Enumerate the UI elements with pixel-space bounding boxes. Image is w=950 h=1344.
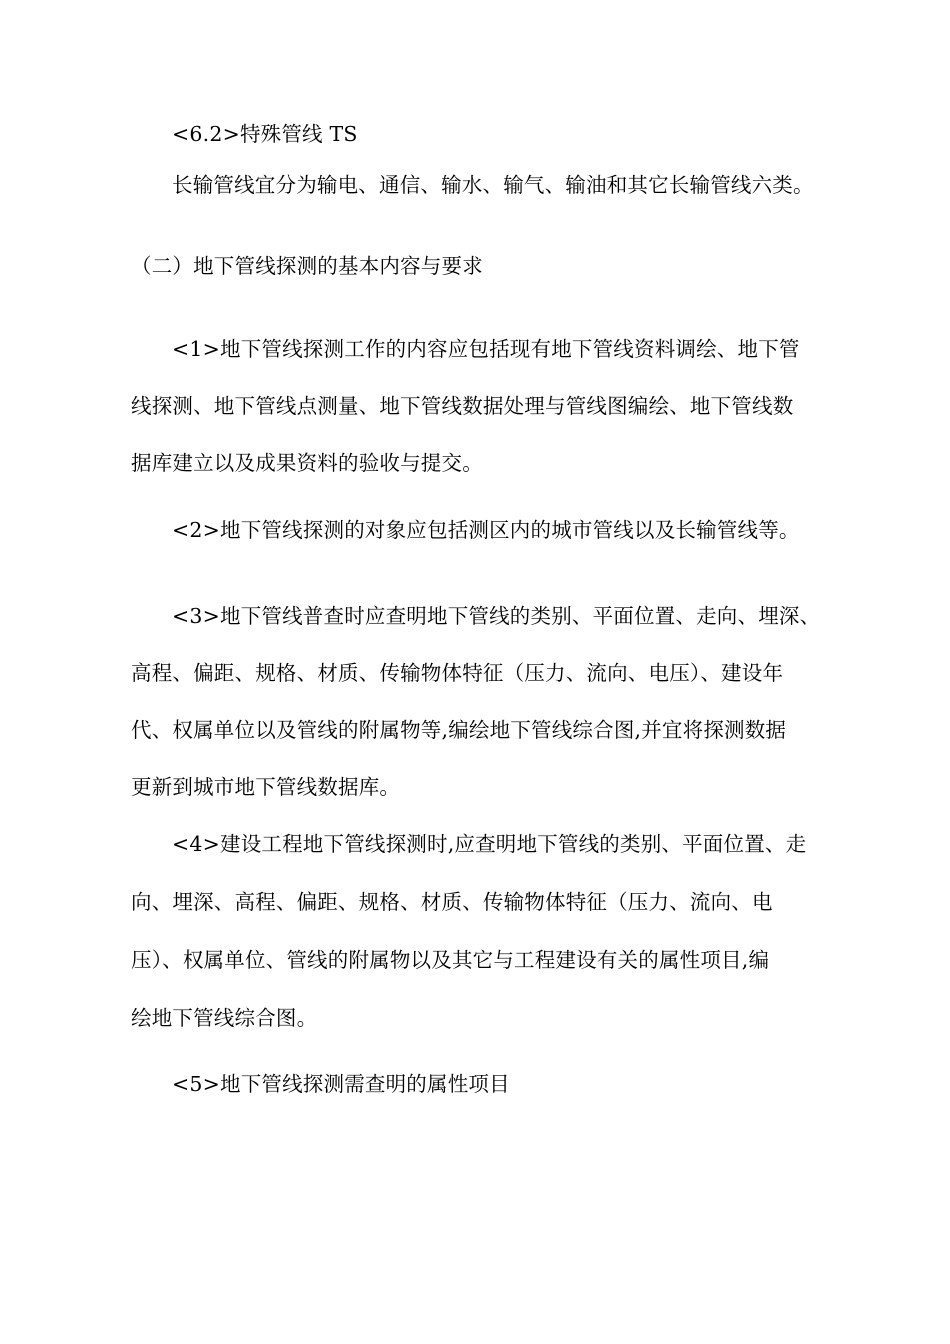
paragraph-1-line-1: <1>地下管线探测工作的内容应包括现有地下管线资料调绘、地下管 — [172, 337, 800, 361]
paragraph-4-line-2: 向、埋深、高程、偏距、规格、材质、传输物体特征（压力、流向、电 — [131, 890, 773, 914]
section-heading: （二）地下管线探测的基本内容与要求 — [131, 254, 483, 278]
long-pipeline-sentence: 长输管线宜分为输电、通信、输水、输气、输油和其它长输管线六类。 — [172, 173, 814, 197]
paragraph-4-line-1: <4>建设工程地下管线探测时,应查明地下管线的类别、平面位置、走 — [172, 832, 807, 856]
paragraph-1-line-2: 线探测、地下管线点测量、地下管线数据处理与管线图编绘、地下管线数 — [131, 394, 794, 418]
paragraph-2-line-1: <2>地下管线探测的对象应包括测区内的城市管线以及长输管线等。 — [172, 518, 800, 542]
paragraph-1-line-3: 据库建立以及成果资料的验收与提交。 — [131, 451, 483, 475]
paragraph-3-line-3: 代、权属单位以及管线的附属物等,编绘地下管线综合图,并宜将探测数据 — [131, 718, 787, 742]
paragraph-3-line-1: <3>地下管线普查时应查明地下管线的类别、平面位置、走向、埋深、 — [172, 604, 821, 628]
paragraph-4-line-3: 压）、权属单位、管线的附属物以及其它与工程建设有关的属性项目,编 — [131, 948, 770, 972]
paragraph-4-line-4: 绘地下管线综合图。 — [131, 1006, 318, 1030]
paragraph-3-line-4: 更新到城市地下管线数据库。 — [131, 775, 401, 799]
paragraph-5-line-1: <5>地下管线探测需查明的属性项目 — [172, 1072, 510, 1096]
paragraph-3-line-2: 高程、偏距、规格、材质、传输物体特征（压力、流向、电压）、建设年 — [131, 661, 784, 685]
item-6-2: <6.2>特殊管线 TS — [172, 122, 358, 146]
